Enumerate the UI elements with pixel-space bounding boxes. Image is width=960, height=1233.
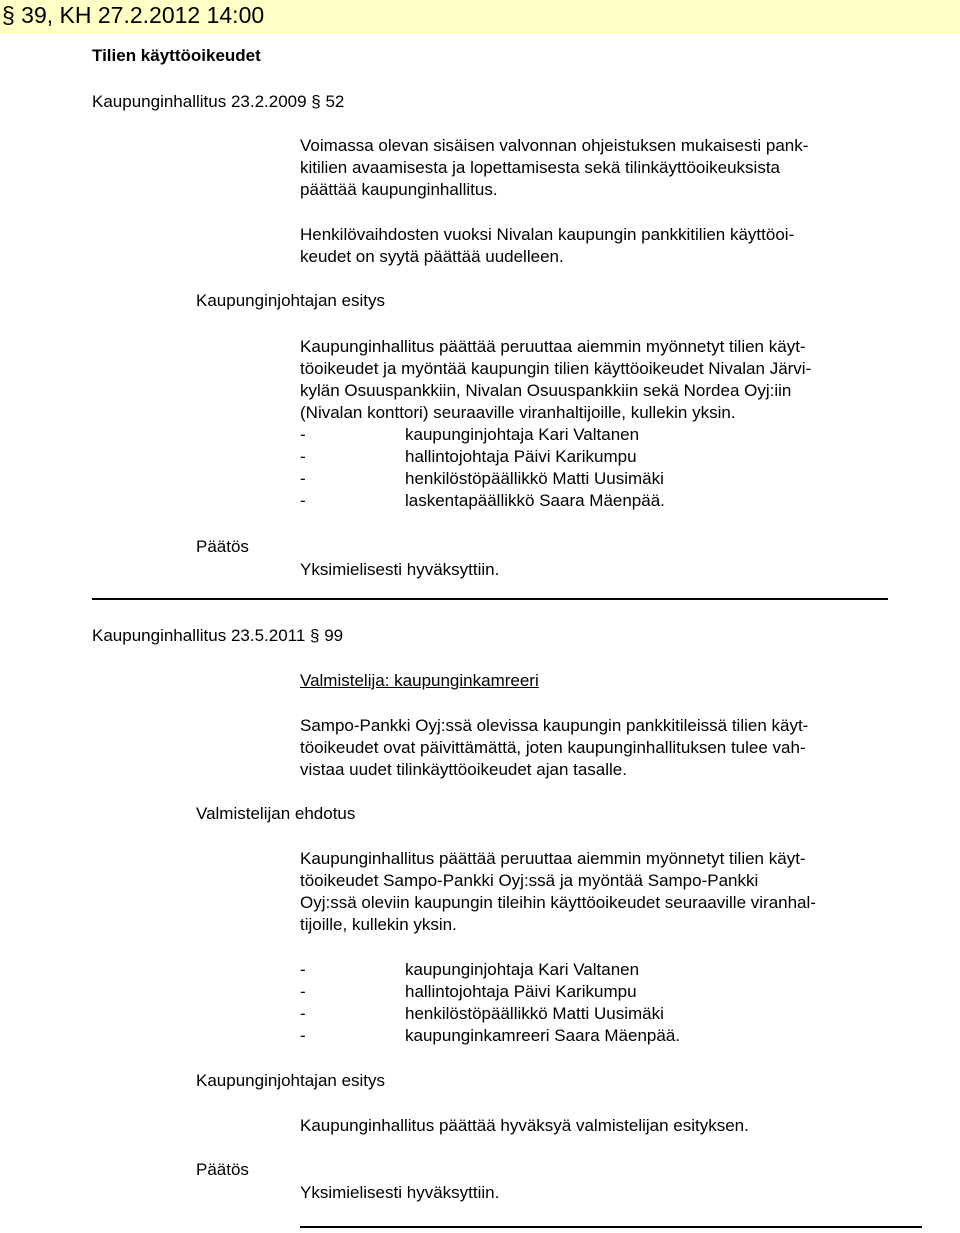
list-dash: - — [300, 960, 306, 979]
list-item-text: hallintojohtaja Päivi Karikumpu — [405, 982, 637, 1001]
list-dash: - — [300, 1004, 306, 1023]
decision-text-2009: Yksimielisesti hyväksyttiin. — [300, 560, 500, 579]
text-line: Kaupunginhallitus päättää peruuttaa aiemmin myönnetyt tilien käyt- — [300, 337, 806, 356]
list-dash: - — [300, 447, 306, 466]
document-topic: Tilien käyttöoikeudet — [92, 46, 261, 65]
mayor-proposal-label-2011: Kaupunginjohtajan esitys — [196, 1071, 386, 1090]
list-dash: - — [300, 1026, 306, 1045]
preparer-proposal-label-2011: Valmistelijan ehdotus — [196, 804, 356, 823]
text-line: Voimassa olevan sisäisen valvonnan ohjeistuksen mukaisesti pank- — [300, 136, 809, 155]
proposal-text-2011: Kaupunginhallitus päättää hyväksyä valmistelijan esityksen. — [300, 1116, 749, 1135]
list-item-text: hallintojohtaja Päivi Karikumpu — [405, 447, 637, 466]
reason-paragraph-2009 — [300, 224, 890, 268]
text-line: keudet on syytä päättää uudelleen. — [300, 247, 564, 266]
list-dash: - — [300, 469, 306, 488]
text-line: Henkilövaihdosten vuoksi Nivalan kaupungin pankkitilien käyttöoi- — [300, 225, 795, 244]
text-line: päättää kaupunginhallitus. — [300, 180, 498, 199]
section-divider — [92, 598, 888, 600]
text-line: vistaa uudet tilinkäyttöoikeudet ajan tasalle. — [300, 760, 627, 779]
list-item-text: kaupunginkamreeri Saara Mäenpää. — [405, 1026, 681, 1045]
mayor-proposal-label-2009: Kaupunginjohtajan esitys — [196, 291, 386, 310]
meeting-reference-2011: Kaupunginhallitus 23.5.2011 § 99 — [92, 626, 344, 645]
decision-label-2009: Päätös — [196, 537, 249, 556]
text-line: kitilien avaamisesta ja lopettamisesta sekä tilinkäyttöoikeuksista — [300, 158, 781, 177]
intro-paragraph-2009 — [300, 135, 890, 201]
section-header-title: § 39, KH 27.2.2012 14:00 — [2, 2, 265, 28]
text-line: töoikeudet ja myöntää kaupungin tilien käyttöoikeudet Nivalan Järvi- — [300, 359, 812, 378]
proposal-paragraph-2009 — [300, 336, 890, 424]
text-line: töoikeudet ovat päivittämättä, joten kaupunginhallituksen tulee vah- — [300, 738, 806, 757]
section-divider — [300, 1226, 922, 1228]
list-item-text: laskentapäällikkö Saara Mäenpää. — [405, 491, 665, 510]
preparer-proposal-paragraph-2011 — [300, 848, 890, 936]
list-item-text: kaupunginjohtaja Kari Valtanen — [405, 960, 640, 979]
text-line: tijoille, kullekin yksin. — [300, 915, 457, 934]
text-line: Oyj:ssä oleviin kaupungin tileihin käyttöoikeudet seuraaville viranhal- — [300, 893, 816, 912]
list-item-text: henkilöstöpäällikkö Matti Uusimäki — [405, 469, 664, 488]
text-line: kylän Osuuspankkiin, Nivalan Osuuspankkiin sekä Nordea Oyj:iin — [300, 381, 792, 400]
text-line: töoikeudet Sampo-Pankki Oyj:ssä ja myöntää Sampo-Pankki — [300, 871, 759, 890]
list-dash: - — [300, 491, 306, 510]
preparer-line-2011: Valmistelija: kaupunginkamreeri — [300, 671, 539, 690]
text-line: Sampo-Pankki Oyj:ssä olevissa kaupungin pankkitileissä tilien käyt- — [300, 716, 809, 735]
list-dash: - — [300, 982, 306, 1001]
text-line: Kaupunginhallitus päättää peruuttaa aiemmin myönnetyt tilien käyt- — [300, 849, 806, 868]
section-header-band — [0, 0, 960, 34]
meeting-reference-2009: Kaupunginhallitus 23.2.2009 § 52 — [92, 92, 345, 111]
decision-label-2011: Päätös — [196, 1160, 249, 1179]
text-line: (Nivalan konttori) seuraaville viranhaltijoille, kullekin yksin. — [300, 403, 736, 422]
list-dash: - — [300, 425, 306, 444]
list-item-text: henkilöstöpäällikkö Matti Uusimäki — [405, 1004, 664, 1023]
decision-text-2011: Yksimielisesti hyväksyttiin. — [300, 1183, 500, 1202]
list-item-text: kaupunginjohtaja Kari Valtanen — [405, 425, 640, 444]
intro-paragraph-2011 — [300, 715, 890, 781]
